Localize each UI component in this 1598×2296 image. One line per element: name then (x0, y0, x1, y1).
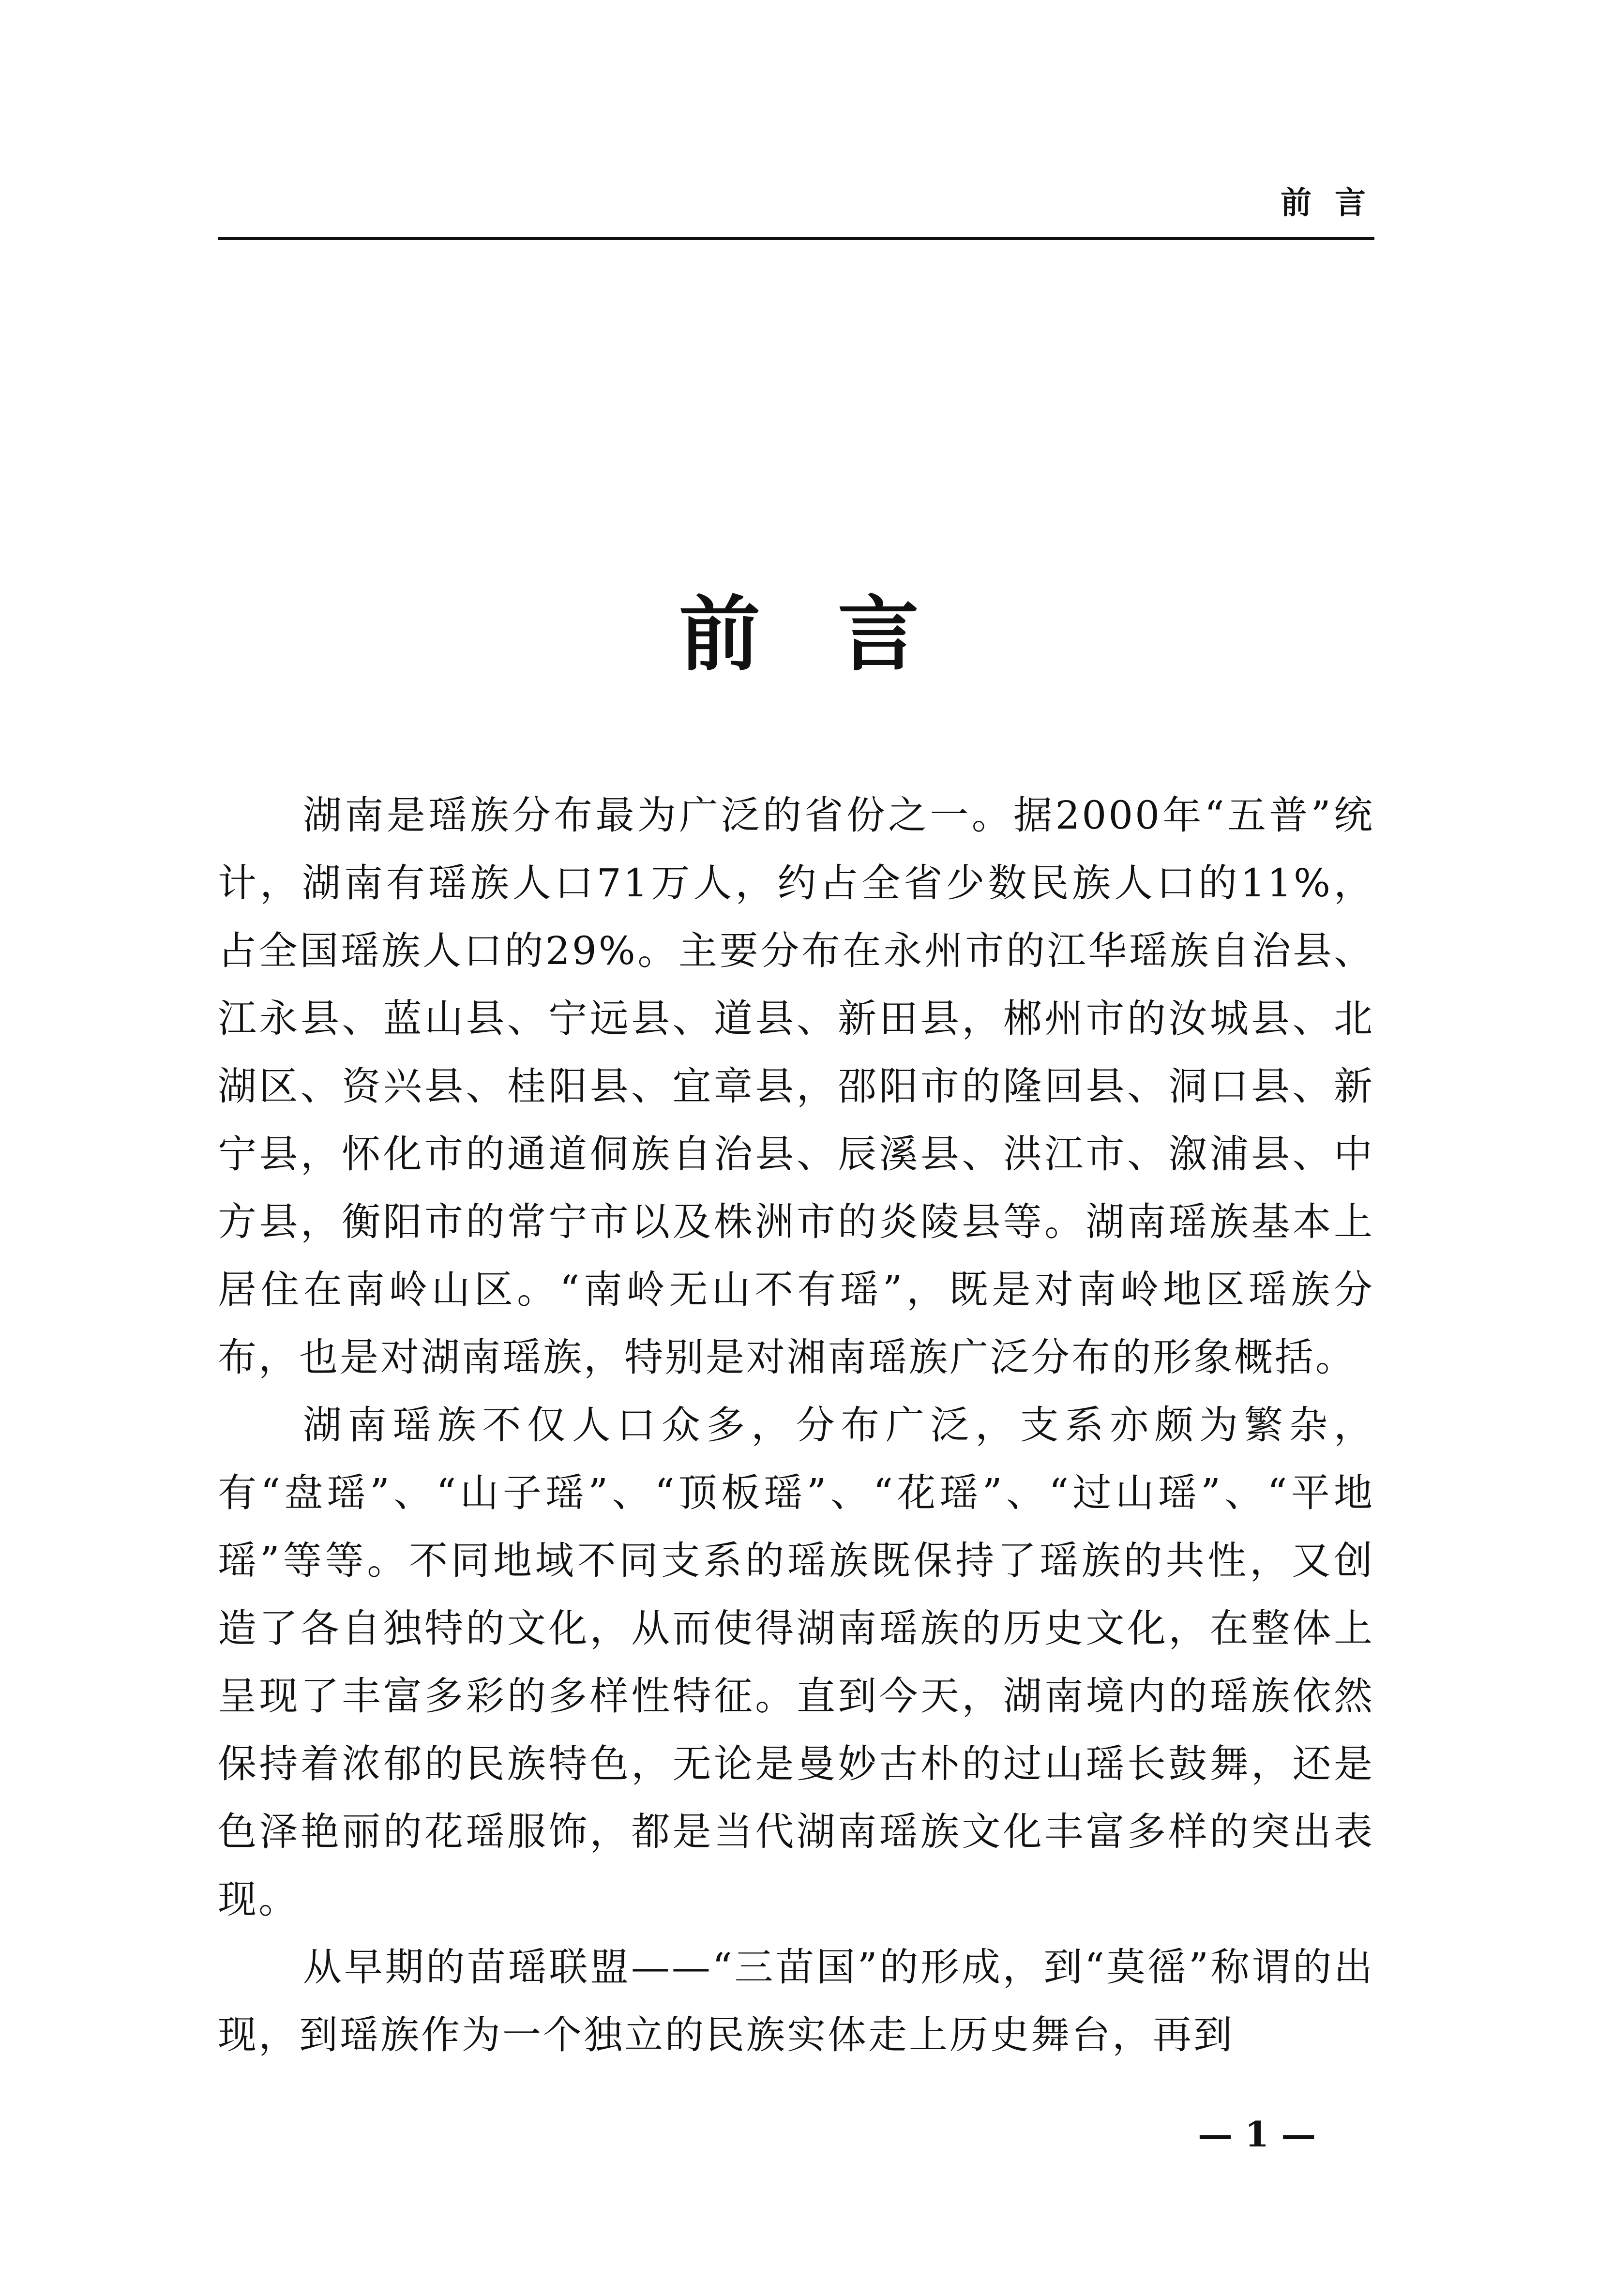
paragraph: 湖南瑶族不仅人口众多，分布广泛，支系亦颇为繁杂，有“盘瑶”、“山子瑶”、“顶板瑶”、“花瑶”、“过山瑶”、“平地瑶”等等。不同地域不同支系的瑶族既保持了瑶族的共性，又创造了各自独特的文化，从而使得湖南瑶族的历史文化，在整体上呈现了丰富多彩的多样性特征。直到今天，湖南境内的瑶族依然保持着浓郁的民族特色，无论是曼妙古朴的过山瑶长鼓舞，还是色泽艳丽的花瑶服饰，都是当代湖南瑶族文化丰富多样的突出表现。 (218, 1403, 1374, 1922)
page-number: — 1 — (1198, 2114, 1316, 2155)
chapter-title: 前言 (679, 586, 996, 682)
body-text (218, 782, 1374, 2069)
running-header (218, 184, 1389, 240)
paragraph: 湖南是瑶族分布最为广泛的省份之一。据2000年“五普”统计，湖南有瑶族人口71万人，约占全省少数民族人口的11%，占全国瑶族人口的29%。主要分布在永州市的江华瑶族自治县、江永县、蓝山县、宁远县、道县、新田县，郴州市的汝城县、北湖区、资兴县、桂阳县、宜章县，邵阳市的隆回县、洞口县、新宁县，怀化市的通道侗族自治县、辰溪县、洪江市、溆浦县、中方县，衡阳市的常宁市以及株洲市的炎陵县等。湖南瑶族基本上居住在南岭山区。“南岭无山不有瑶”，既是对南岭地区瑶族分布，也是对湖南瑶族，特别是对湘南瑶族广泛分布的形象概括。 (218, 793, 1374, 1380)
running-header-title: 前言 (1281, 185, 1389, 221)
paragraph: 从早期的苗瑶联盟——“三苗国”的形成，到“莫徭”称谓的出现，到瑶族作为一个独立的民族实体走上历史舞台，再到 (218, 1945, 1374, 2057)
